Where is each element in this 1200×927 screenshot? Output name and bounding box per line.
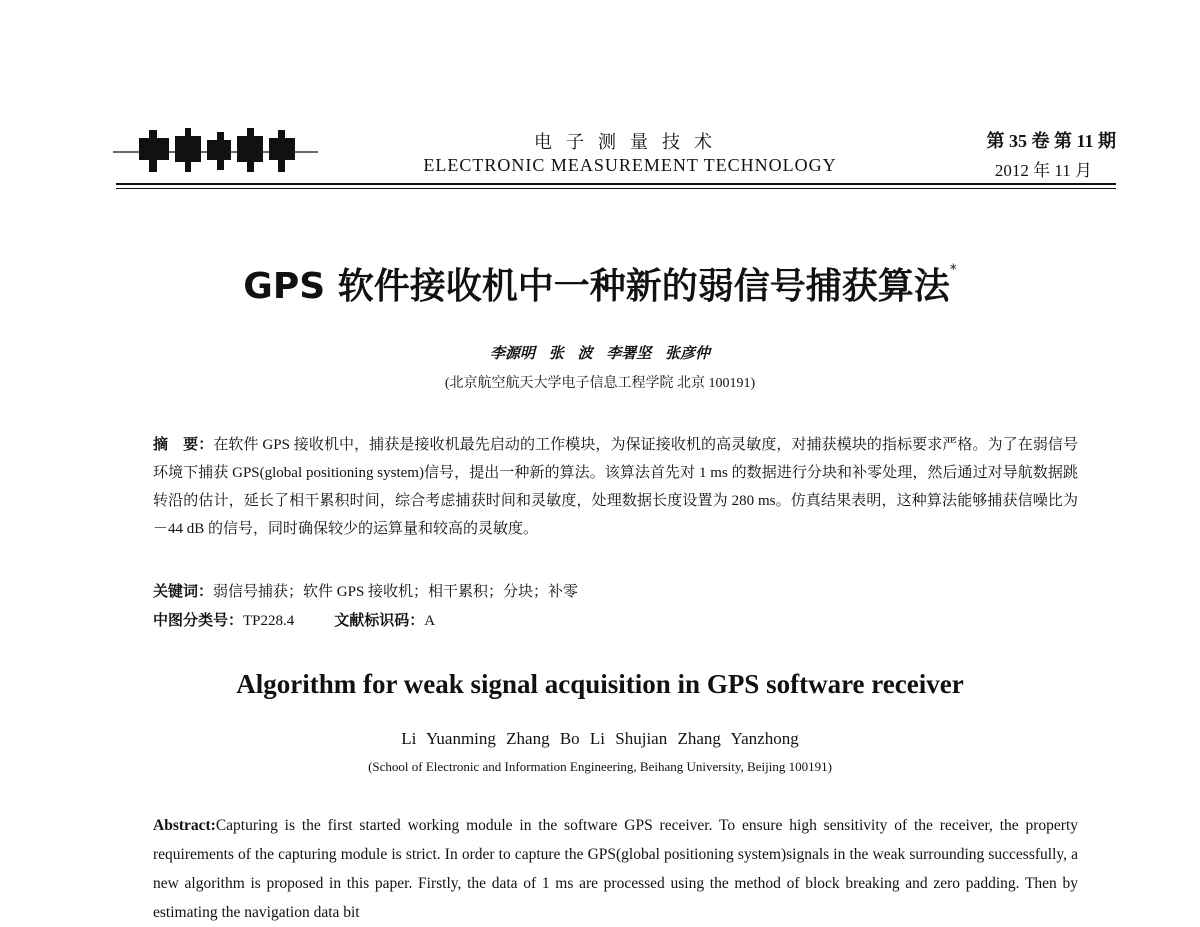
paper-title-en: Algorithm for weak signal acquisition in GPS software receiver: [236, 669, 964, 699]
title-footnote-marker: *: [949, 262, 957, 278]
classification-line: [153, 609, 1078, 630]
authors-cn: 李源明 张 波 李署坚 张彦仲: [489, 346, 710, 362]
authors-en: Li Yuanming Zhang Bo Li Shujian Zhang Yanzhong: [401, 729, 799, 748]
volume-issue: 第 35 卷 第 11 期: [986, 131, 1116, 151]
doc-code-value: A: [424, 613, 436, 629]
affiliation-en: (School of Electronic and Information Engineering, Beihang University, Beijing 100191): [368, 759, 832, 774]
abstract-en-text: Capturing is the first started working module in the software GPS receiver. To ensure high sensitivity of the receiver, the property requirements of the capturing module is strict. In order to capture the GPS(global positioning system)signals in the weak surrounding successfully, a new algorithm is proposed in this paper. Firstly, the data of 1 ms are processed using the method of block breaking and zero padding. Then by estimating the navigation data bit: [153, 817, 1078, 921]
journal-name-en: ELECTRONIC MEASUREMENT TECHNOLOGY: [423, 155, 837, 175]
title-cn-text: GPS 软件接收机中一种新的弱信号捕获算法: [243, 266, 950, 307]
keywords-text: 弱信号捕获；软件 GPS 接收机；相干累积；分块；补零: [213, 584, 579, 600]
affiliation-cn: (北京航空航天大学电子信息工程学院 北京 100191): [444, 376, 756, 391]
clc-label: 中图分类号：: [153, 611, 244, 629]
header-rule-thick: [116, 183, 1116, 185]
journal-logo: [113, 124, 318, 176]
abstract-cn-label: 摘 要：: [153, 435, 214, 453]
issue-date: 2012 年 11 月: [994, 161, 1092, 180]
clc-value: TP228.4: [243, 613, 295, 629]
paper-title-cn: [120, 258, 1080, 309]
keywords-cn: [153, 580, 1078, 601]
abstract-cn-text: 在软件 GPS 接收机中，捕获是接收机最先启动的工作模块，为保证接收机的高灵敏度，对捕获模块的指标要求严格。为了在弱信号环境下捕获 GPS(global positioning system)信号，提出一种新的算法。该算法首先对 1 ms 的数据进行分块和补零处理，然后通过对导航数据跳转沿的估计，延长了相干累积时间，综合考虑捕获时间和灵敏度，处理数据长度设置为 280 ms。仿真结果表明，这种算法能够捕获信噪比为－44 dB 的信号，同时确保较少的运算量和较高的灵敏度。: [153, 437, 1078, 537]
doc-code-label: 文献标识码：: [334, 611, 425, 629]
keywords-label: 关键词：: [153, 582, 214, 600]
header-rule-thin: [116, 188, 1116, 189]
journal-name-cn: 电子测量技术: [534, 132, 726, 152]
abstract-en-label: Abstract:: [153, 817, 216, 834]
abstract-cn: [153, 430, 1078, 543]
abstract-en: [153, 811, 1078, 927]
